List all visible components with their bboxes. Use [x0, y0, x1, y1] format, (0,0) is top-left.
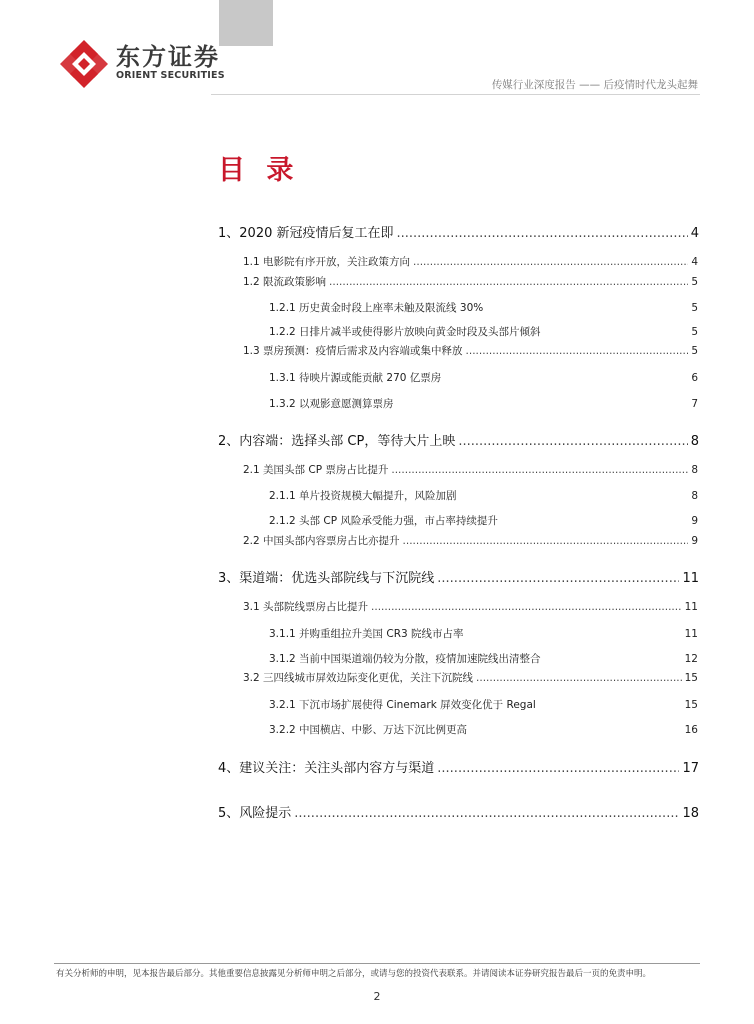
- toc-entry[interactable]: 3、渠道端：优选头部院线与下沉院线 ..... 11: [218, 567, 699, 586]
- toc-entry[interactable]: 1.2.1 历史黄金时段上座率未触及限流线 30% 5: [269, 302, 698, 314]
- toc-entry[interactable]: 2.1.2 头部 CP 风险承受能力强，市占率持续提升 9: [269, 515, 698, 527]
- toc-entry[interactable]: 3.1.2 当前中国渠道端仍较为分散，疫情加速院线出清整合 12: [269, 653, 698, 665]
- toc-entry[interactable]: 4、建议关注：关注头部内容方与渠道 ..... 17: [218, 757, 699, 776]
- toc-entry[interactable]: 5、风险提示 ..... 18: [218, 802, 699, 821]
- brand-name-en: ORIENT SECURITIES: [116, 70, 225, 81]
- toc-entry[interactable]: 1.2.2 日排片减半或使得影片放映向黄金时段及头部片倾斜 5: [269, 326, 698, 338]
- toc-entry[interactable]: 1.2 限流政策影响 ..... 5: [243, 274, 698, 289]
- report-tag: 传媒行业深度报告 —— 后疫情时代龙头起舞: [491, 79, 698, 91]
- toc-entry[interactable]: 3.2.1 下沉市场扩展使得 Cinemark 屏效变化优于 Regal 15: [269, 699, 698, 711]
- toc-entry[interactable]: 2.1.1 单片投资规模大幅提升，风险加剧 8: [269, 490, 698, 502]
- footer-divider: [54, 963, 700, 964]
- page-number: 2: [373, 990, 381, 1003]
- toc-entry[interactable]: 3.1 头部院线票房占比提升 ..... 11: [243, 599, 698, 614]
- toc-entry[interactable]: 3.2.2 中国横店、中影、万达下沉比例更高 16: [269, 724, 698, 736]
- toc-entry[interactable]: 1.3 票房预测：疫情后需求及内容端或集中释放 ..... 5: [243, 343, 698, 358]
- toc-entry[interactable]: 1、2020 新冠疫情后复工在即 ..... 4: [218, 222, 699, 241]
- brand-name-cn: 东方证券: [116, 43, 220, 71]
- toc-entry[interactable]: 3.2 三四线城市屏效边际变化更优，关注下沉院线 ..... 15: [243, 670, 698, 685]
- toc-entry[interactable]: 2.2 中国头部内容票房占比亦提升 ..... 9: [243, 533, 698, 548]
- toc-entry[interactable]: 2.1 美国头部 CP 票房占比提升 ..... 8: [243, 462, 698, 477]
- toc-entry[interactable]: 1.1 电影院有序开放，关注政策方向 ..... 4: [243, 254, 698, 269]
- toc-entry[interactable]: 2、内容端：选择头部 CP，等待大片上映 ..... 8: [218, 430, 699, 449]
- toc-entry[interactable]: 1.3.1 待映片源或能贡献 270 亿票房 6: [269, 372, 698, 384]
- page-title: 目 录: [218, 155, 300, 186]
- toc-entry[interactable]: 1.3.2 以观影意愿测算票房 7: [269, 398, 698, 410]
- footer-disclaimer: 有关分析师的申明，见本报告最后部分。其他重要信息披露见分析师申明之后部分，或请与您的投资代表联系。并请阅读本证券研究报告最后一页的免责申明。: [56, 969, 652, 979]
- toc-entry[interactable]: 3.1.1 并购重组拉升美国 CR3 院线市占率 11: [269, 628, 698, 640]
